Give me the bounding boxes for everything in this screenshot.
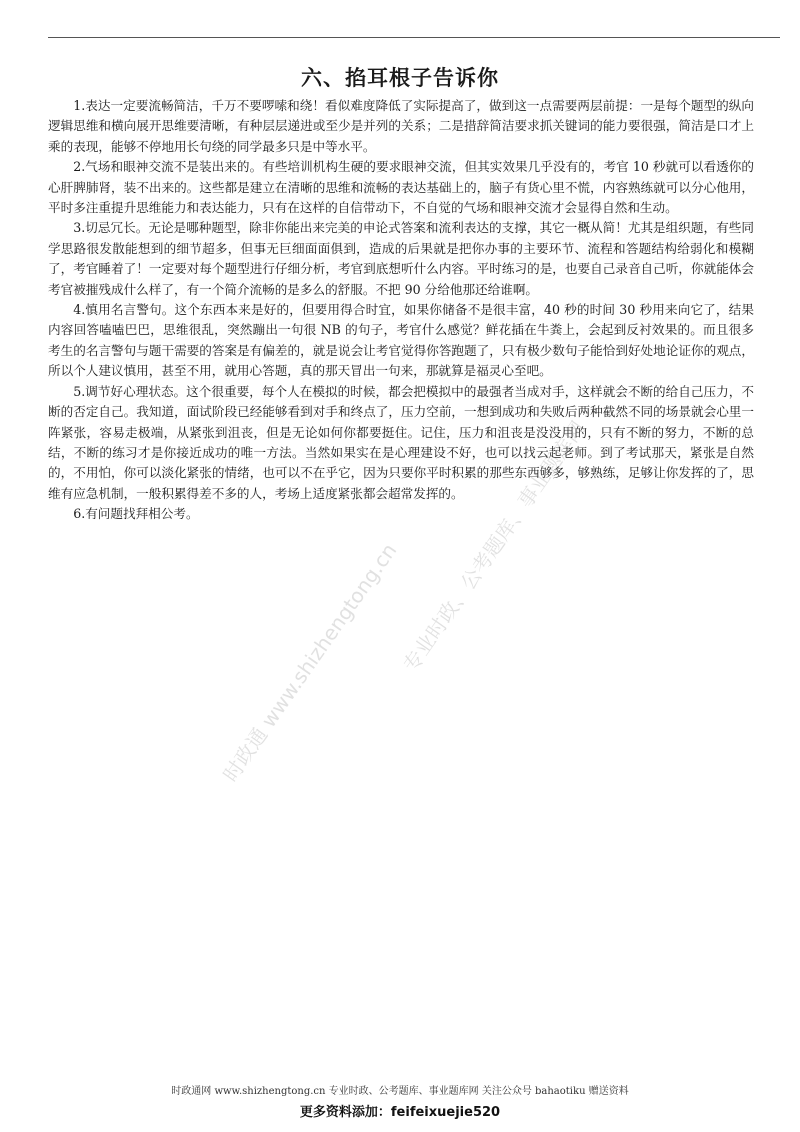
footer-text: 时政通网 www.shizhengtong.cn 专业时政、公考题库、事业题库网 关注公众号 bahaotiku 赠送资料 <box>171 1086 629 1097</box>
paragraph-2: 2.气场和眼神交流不是装出来的。有些培训机构生硬的要求眼神交流，但其实效果几乎没有的，考官 10 秒就可以看透你的心肝脾肺肾，装不出来的。这些都是建立在清晰的思维和流畅的表达基础上的，脑子有货心里不慌，内容熟练就可以分心他用，平时多注重提升思维能力和表达能力，只有在这样的自信带动下，不自觉的气场和眼神交流才会显得自然和生动。 <box>48 159 754 216</box>
watermark-site: 时政通 www.shizhengtong.cn <box>218 538 402 787</box>
paragraph-6: 6.有问题找拜相公考。 <box>73 506 199 522</box>
paragraph-4: 4.慎用名言警句。这个东西本来是好的，但要用得合时宜，如果你储备不是很丰富，40 秒的时间 30 秒用来向它了，结果内容回答嗑嗑巴巴，思维很乱，突然蹦出一句很 NB 的句子，考官什么感觉？鲜花插在牛粪上，会起到反衬效果的。而且很多考生的名言警句与题干需要的答案是有偏差的，就是说会让考官觉得你答跑题了，只有极少数句子能恰到好处地论证你的观点，所以个人建议慎用，甚至不用，就用心答题，真的那天冒出一句来，那就算是福灵心至吧。 <box>48 302 754 379</box>
paragraph-1: 1.表达一定要流畅简洁，千万不要啰嗦和绕！看似难度降低了实际提高了，做到这一点需要两层前提：一是每个题型的纵向逻辑思维和横向展开思维要清晰，有种层层递进或至少是并列的关系；二是措辞简洁要求抓关键词的能力要很强，简洁是口才上乘的表现，能够不停地用长句绕的同学最多只是中等水平。 <box>48 98 754 154</box>
paragraph-5: 5.调节好心理状态。这个很重要，每个人在模拟的时候，都会把模拟中的最强者当成对手，这样就会不断的给自己压力，不断的否定自己。我知道，面试阶段已经能够看到对手和终点了，压力空前，一想到成功和失败后两种截然不同的场景就会心里一阵紧张，容易走极端，从紧张到沮丧，但是无论如何你都要挺住。记住，压力和沮丧是没没用的，只有不断的努力，不断的总结，不断的练习才是你接近成功的唯一方法。当然如果实在是心理建设不好，也可以找云起老师。到了考试那天，紧张是自然的，不用怕，你可以淡化紧张的情绪，也可以不在乎它，因为只要你平时积累的那些东西够多，够熟练，足够让你发挥的了，思维有应急机制，一般积累得差不多的人，考场上适度紧张都会超常发挥的。 <box>48 383 754 501</box>
watermark-slogan: 专业时政、公考题库、事业题库网 <box>398 416 591 677</box>
document-body <box>48 96 754 525</box>
page-title: 六、掐耳根子告诉你 <box>301 66 499 90</box>
paragraph-3: 3.切忌冗长。无论是哪种题型，除非你能出来完美的申论式答案和流利表达的支撑，其它一概从简！尤其是组织题，有些同学思路很发散能想到的细节超多，但事无巨细面面俱到，造成的后果就是把你办事的主要环节、流程和答题结构给弱化和模糊了，考官睡着了！一定要对每个题型进行仔细分析，考官到底想听什么内容。平时练习的是，也要自己录音自己听，你就能体会考官被摧残成什么样了，有一个简介流畅的是多么的舒服。不把 90 分给他那还给谁啊。 <box>48 220 754 297</box>
footer-contact: 更多资料添加：feifeixuejie520 <box>299 1105 501 1120</box>
header-rule <box>48 37 780 38</box>
